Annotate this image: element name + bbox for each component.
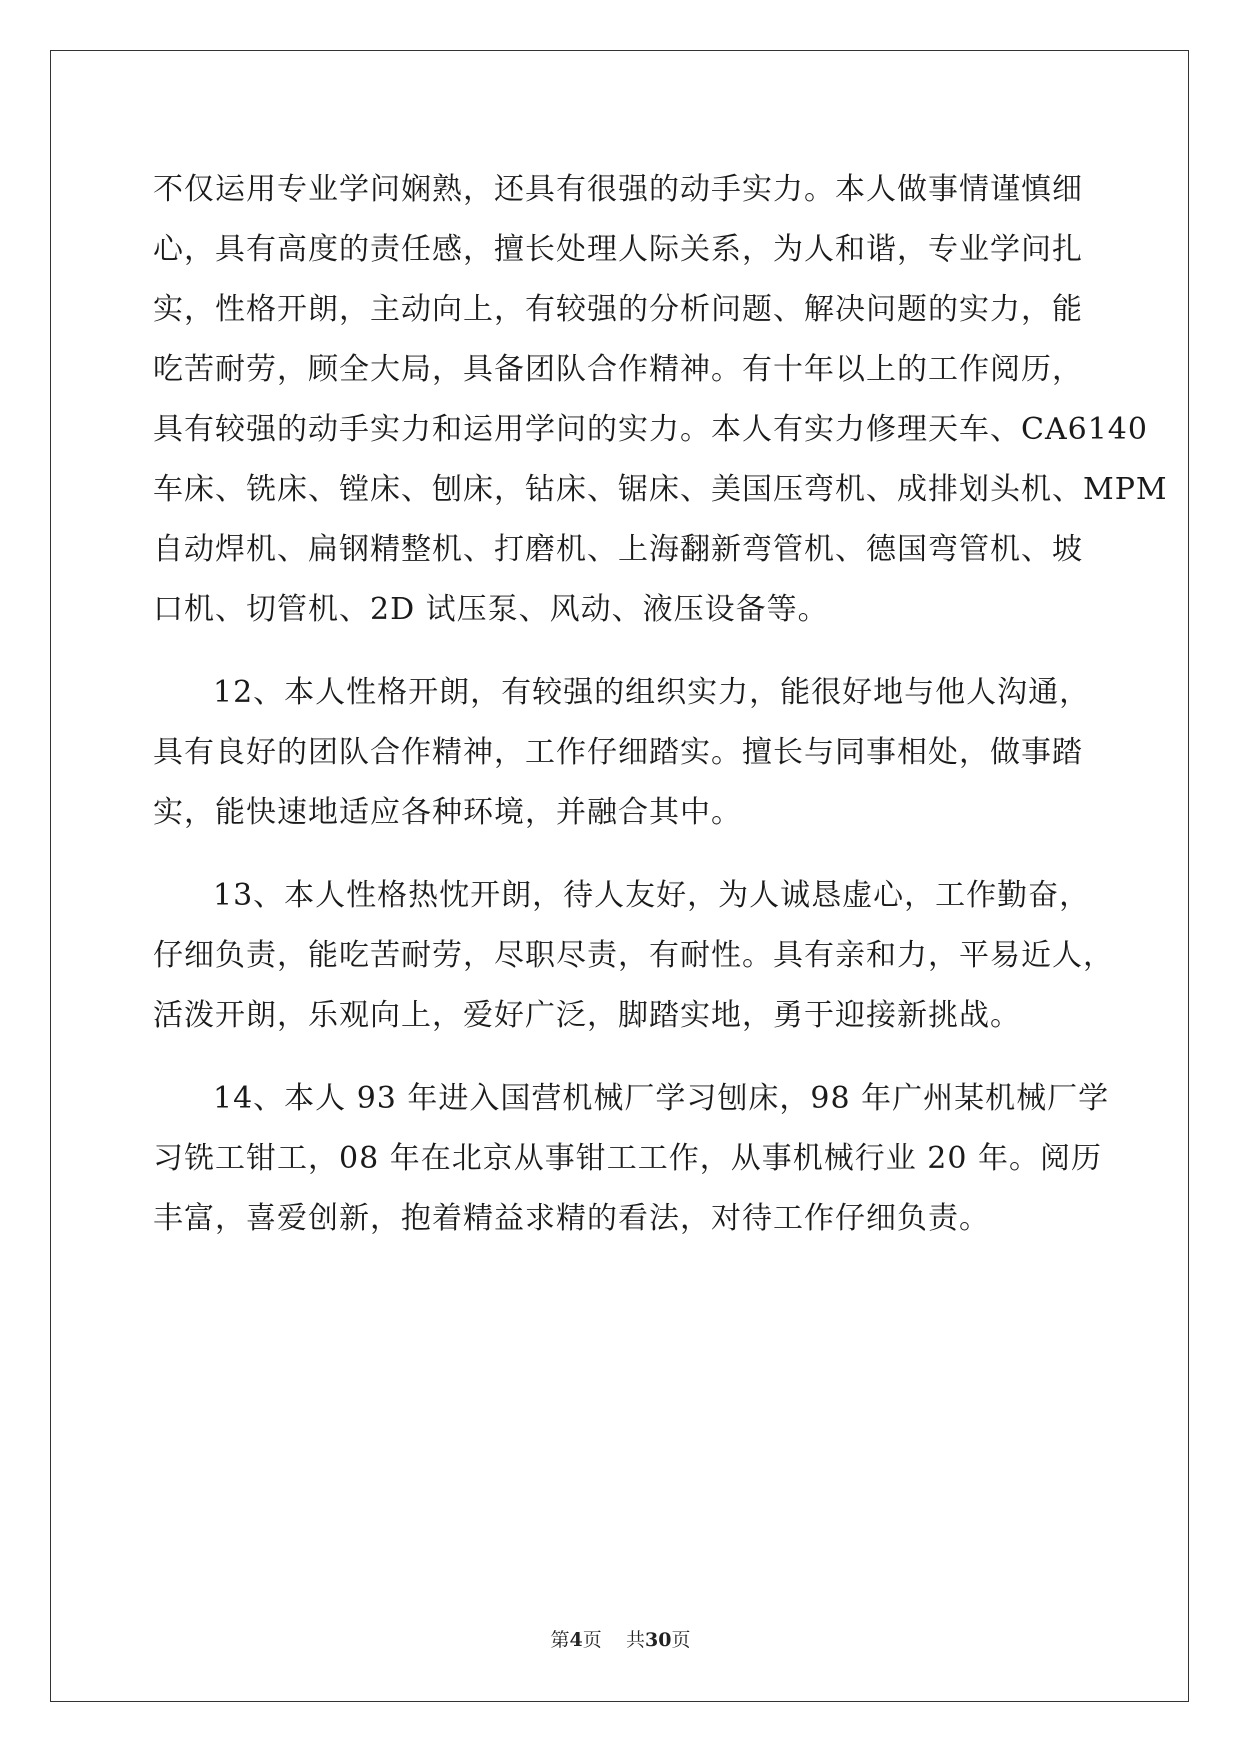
paragraph — [153, 160, 1168, 640]
footer-page-suffix: 页 — [582, 1629, 602, 1651]
text-line: 口机、切管机、2D 试压泵、风动、液压设备等。 — [153, 592, 829, 627]
page-footer — [0, 1628, 1241, 1652]
text-line: 13、本人性格热忱开朗，待人友好，为人诚恳虚心，工作勤奋， — [213, 878, 1091, 913]
text-line: 吃苦耐劳，顾全大局，具备团队合作精神。有十年以上的工作阅历， — [153, 352, 1083, 387]
text-line: 习铣工钳工，08 年在北京从事钳工工作，从事机械行业 20 年。阅历 — [153, 1141, 1102, 1176]
footer-prefix: 第 — [550, 1629, 570, 1651]
paragraph — [153, 1069, 1110, 1249]
text-line: 具有良好的团队合作精神，工作仔细踏实。擅长与同事相处，做事踏 — [153, 735, 1083, 770]
text-line: 12、本人性格开朗，有较强的组织实力，能很好地与他人沟通， — [213, 675, 1091, 710]
total-page-count: 30 — [644, 1629, 672, 1651]
text-line: 心，具有高度的责任感，擅长处理人际关系，为人和谐，专业学问扎 — [153, 232, 1083, 267]
text-line: 自动焊机、扁钢精整机、打磨机、上海翻新弯管机、德国弯管机、坡 — [153, 532, 1083, 567]
footer-total-prefix: 共 — [625, 1629, 645, 1651]
text-line: 实，能快速地适应各种环境，并融合其中。 — [153, 795, 742, 830]
text-line: 实，性格开朗，主动向上，有较强的分析问题、解决问题的实力，能 — [153, 292, 1083, 327]
text-line: 仔细负责，能吃苦耐劳，尽职尽责，有耐性。具有亲和力，平易近人， — [153, 938, 1114, 973]
paragraph — [153, 663, 1103, 843]
text-line: 14、本人 93 年进入国营机械厂学习刨床，98 年广州某机械厂学 — [213, 1081, 1110, 1116]
paragraph — [153, 866, 1114, 1046]
text-line: 丰富，喜爱创新，抱着精益求精的看法，对待工作仔细负责。 — [153, 1201, 990, 1236]
text-line: 具有较强的动手实力和运用学问的实力。本人有实力修理天车、CA6140 — [153, 412, 1148, 447]
text-line: 不仅运用专业学问娴熟，还具有很强的动手实力。本人做事情谨慎细 — [153, 172, 1083, 207]
text-line: 活泼开朗，乐观向上，爱好广泛，脚踏实地，勇于迎接新挑战。 — [153, 998, 1021, 1033]
footer-total-suffix: 页 — [671, 1629, 691, 1651]
current-page-number: 4 — [569, 1629, 583, 1651]
text-line: 车床、铣床、镗床、刨床，钻床、锯床、美国压弯机、成排划头机、MPM — [153, 472, 1168, 507]
document-body — [153, 160, 1168, 1249]
